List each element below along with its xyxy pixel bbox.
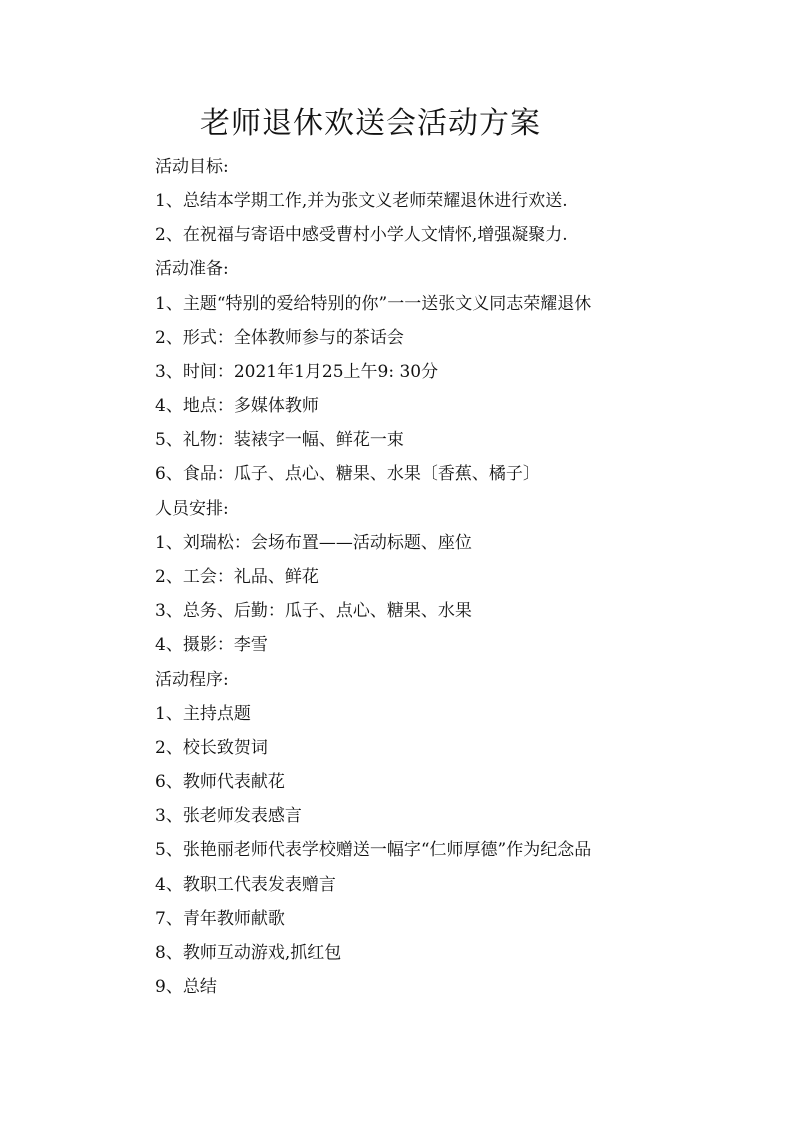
program-item: 7、青年教师献歌 bbox=[155, 909, 285, 929]
program-item: 3、张老师发表感言 bbox=[155, 806, 302, 826]
staff-item: 4、摄影：李雪 bbox=[155, 635, 268, 655]
program-item: 9、总结 bbox=[155, 977, 217, 997]
section-heading-goals: 活动目标: bbox=[155, 157, 229, 177]
staff-item: 2、工会：礼品、鲜花 bbox=[155, 567, 319, 587]
section-heading-program: 活动程序: bbox=[155, 670, 229, 690]
preparation-item: 2、形式：全体教师参与的茶话会 bbox=[155, 328, 404, 348]
preparation-item: 1、主题“特别的爱给特别的你”一一送张文义同志荣耀退休 bbox=[155, 294, 592, 314]
program-item: 8、教师互动游戏,抓红包 bbox=[155, 943, 342, 963]
staff-item: 3、总务、后勤：瓜子、点心、糖果、水果 bbox=[155, 601, 472, 621]
goal-item: 1、总结本学期工作,并为张文义老师荣耀退休进行欢送. bbox=[155, 191, 568, 211]
section-heading-staff: 人员安排: bbox=[155, 499, 229, 519]
preparation-item: 4、地点：多媒体教师 bbox=[155, 396, 319, 416]
program-item: 6、教师代表献花 bbox=[155, 772, 285, 792]
program-item: 1、主持点题 bbox=[155, 704, 251, 724]
preparation-item: 6、食品：瓜子、点心、糖果、水果〔香蕉、橘子〕 bbox=[155, 464, 540, 484]
goal-item: 2、在祝福与寄语中感受曹村小学人文情怀,增强凝聚力. bbox=[155, 225, 568, 245]
preparation-item: 3、时间：2021年1月25上午9: 30分 bbox=[155, 362, 439, 382]
program-item: 5、张艳丽老师代表学校赠送一幅字“仁师厚德”作为纪念品 bbox=[155, 840, 592, 860]
preparation-item: 5、礼物：装裱字一幅、鲜花一束 bbox=[155, 430, 404, 450]
section-heading-preparation: 活动准备: bbox=[155, 259, 229, 279]
document-title: 老师退休欢送会活动方案 bbox=[200, 106, 541, 141]
staff-item: 1、刘瑞松：会场布置——活动标题、座位 bbox=[155, 533, 472, 553]
program-item: 2、校长致贺词 bbox=[155, 738, 268, 758]
program-item: 4、教职工代表发表赠言 bbox=[155, 875, 336, 895]
